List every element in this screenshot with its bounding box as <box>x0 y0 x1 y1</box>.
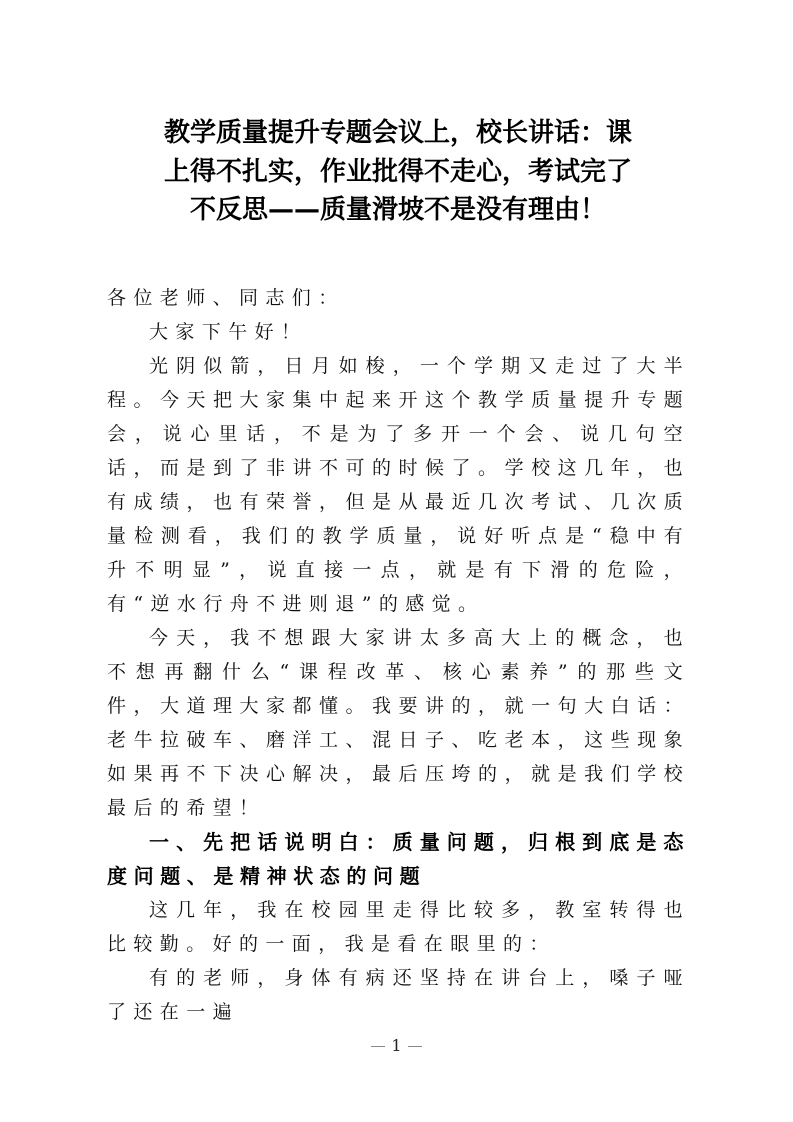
body-paragraph: 有的老师，身体有病还坚持在讲台上，嗓子哑了还在一遍 <box>107 967 690 1023</box>
dash-right <box>408 1046 422 1047</box>
document-body <box>107 281 690 1029</box>
greeting-paragraph: 大家下午好！ <box>149 321 308 343</box>
section-heading: 一、先把话说明白：质量问题，归根到底是态度问题、是精神状态的问题 <box>107 830 690 888</box>
page-number: 1 <box>391 1036 402 1055</box>
body-paragraph: 今天，我不想跟大家讲太多高大上的概念，也不想再翻什么“课程改革、核心素养”的那些文件，大道理大家都懂。我要讲的，就一句大白话：老牛拉破车、磨洋工、混日子、吃老本，这些现象如果再不下决心解决，最后压垮的，就是我们学校最后的希望！ <box>107 627 690 819</box>
body-paragraph: 光阴似箭，日月如梭，一个学期又走过了大半程。今天把大家集中起来开这个教学质量提升专题会，说心里话，不是为了多开一个会、说几句空话，而是到了非讲不可的时候了。学校这几年，也有成绩，也有荣誉，但是从最近几次考试、几次质量检测看，我们的教学质量，说好听点是“稳中有升不明显”，说直接一点，就是有下滑的危险，有“逆水行舟不进则退”的感觉。 <box>107 355 690 615</box>
title-line-2: 上得不扎实，作业批得不走心，考试完了 <box>163 156 632 187</box>
body-paragraph: 这几年，我在校园里走得比较多，教室转得也比较勤。好的一面，我是看在眼里的： <box>107 899 690 955</box>
title-line-3: 不反思——质量滑坡不是没有理由！ <box>189 195 606 225</box>
page-footer <box>0 1036 793 1055</box>
dash-left <box>371 1046 385 1047</box>
document-title <box>100 114 696 230</box>
salutation: 各位老师、同志们： <box>107 287 345 309</box>
title-line-1: 教学质量提升专题会议上，校长讲话：课 <box>163 118 632 148</box>
